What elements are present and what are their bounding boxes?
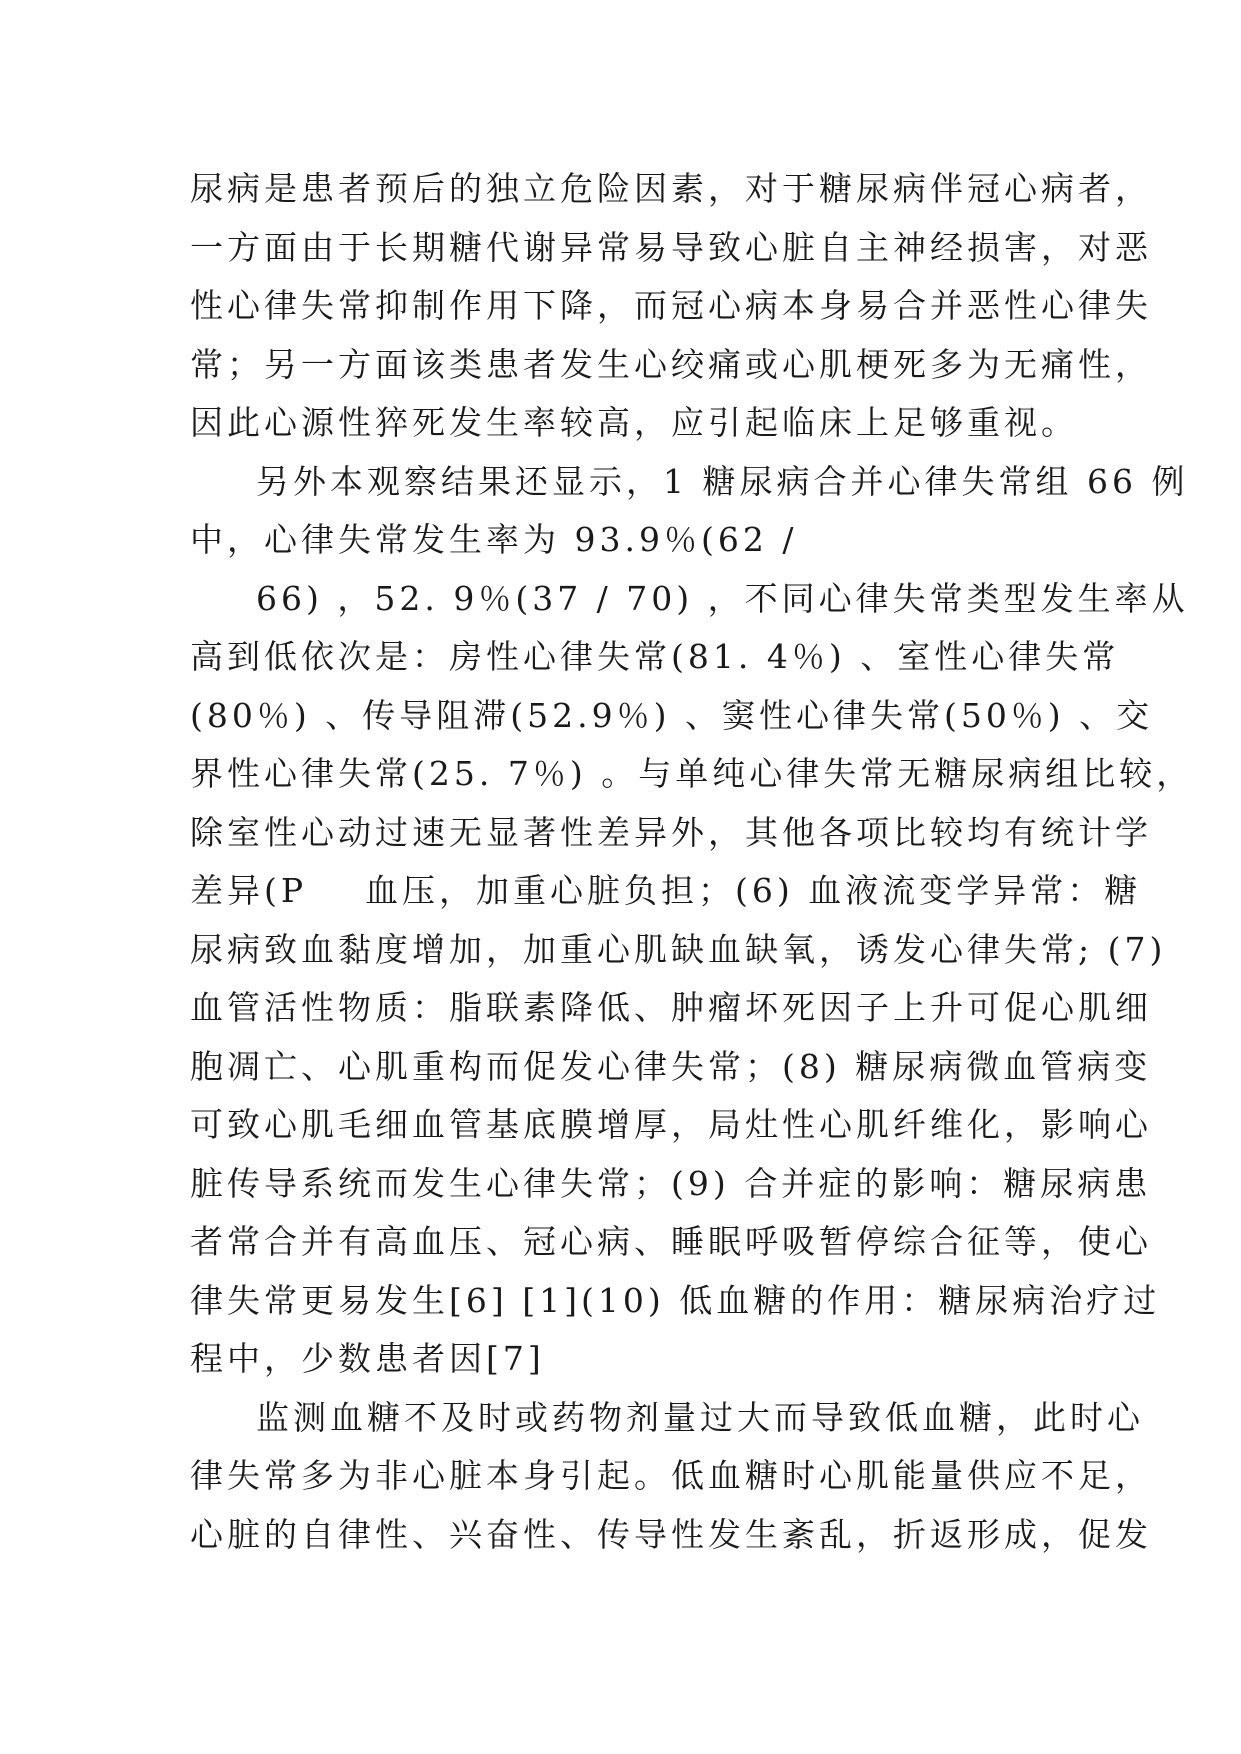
text-line: 血管活性物质：脂联素降低、肿瘤坏死因子上升可促心肌细 bbox=[190, 988, 1152, 1027]
text-line: 66) ，52. 9％(37 / 70) ，不同心律失常类型发生率从 bbox=[256, 578, 1189, 618]
text-line: 一方面由于长期糖代谢异常易导致心脏自主神经损害，对恶 bbox=[190, 227, 1152, 267]
text-line: 界性心律失常(25. 7％) 。与单纯心律失常无糖尿病组比较， bbox=[190, 754, 1194, 793]
text-line: 因此心源性猝死发生率较高，应引起临床上足够重视。 bbox=[190, 403, 1078, 442]
body-text bbox=[190, 160, 1194, 1564]
text-line: 脏传导系统而发生心律失常；(9) 合并症的影响：糖尿病患 bbox=[190, 1163, 1152, 1203]
text-line: 另外本观察结果还显示，1 糖尿病合并心律失常组 66 例 bbox=[256, 461, 1189, 501]
text-line: 监测血糖不及时或药物剂量过大而导致低血糖，此时心 bbox=[256, 1397, 1144, 1437]
text-line: 尿病致血黏度增加，加重心肌缺血缺氧，诱发心律失常; (7) bbox=[190, 929, 1167, 969]
text-line: 心脏的自律性、兴奋性、传导性发生紊乱，折返形成，促发 bbox=[190, 1514, 1152, 1554]
text-line: 可致心肌毛细血管基底膜增厚，局灶性心肌纤维化，影响心 bbox=[190, 1105, 1152, 1144]
text-line: 胞凋亡、心肌重构而促发心律失常；(8) 糖尿病微血管病变 bbox=[190, 1046, 1152, 1086]
text-line: 性心律失常抑制作用下降，而冠心病本身易合并恶性心律失 bbox=[190, 286, 1152, 325]
text-line: 高到低依次是：房性心律失常(81. 4％) 、室性心律失常 bbox=[190, 637, 1120, 676]
text-line: 差异(P 血压，加重心脏负担；(6) 血液流变学异常：糖 bbox=[190, 871, 1142, 910]
text-line: 常；另一方面该类患者发生心绞痛或心肌梗死多为无痛性， bbox=[190, 344, 1152, 384]
text-line: 程中，少数患者因[7] bbox=[190, 1339, 545, 1378]
text-line: 律失常多为非心脏本身引起。低血糖时心肌能量供应不足， bbox=[190, 1456, 1152, 1495]
text-line: 除室性心动过速无显著性差异外，其他各项比较均有统计学 bbox=[190, 812, 1152, 852]
text-line: 律失常更易发生[6] [1](10) 低血糖的作用：糖尿病治疗过 bbox=[190, 1280, 1161, 1320]
text-line: 尿病是患者预后的独立危险因素，对于糖尿病伴冠心病者， bbox=[190, 169, 1152, 208]
text-line: (80％) 、传导阻滞(52.9％) 、窦性心律失常(50％) 、交 bbox=[190, 695, 1154, 735]
text-line: 者常合并有高血压、冠心病、睡眠呼吸暂停综合征等，使心 bbox=[190, 1222, 1152, 1261]
text-line: 中，心律失常发生率为 93.9％(62 / bbox=[190, 520, 798, 559]
